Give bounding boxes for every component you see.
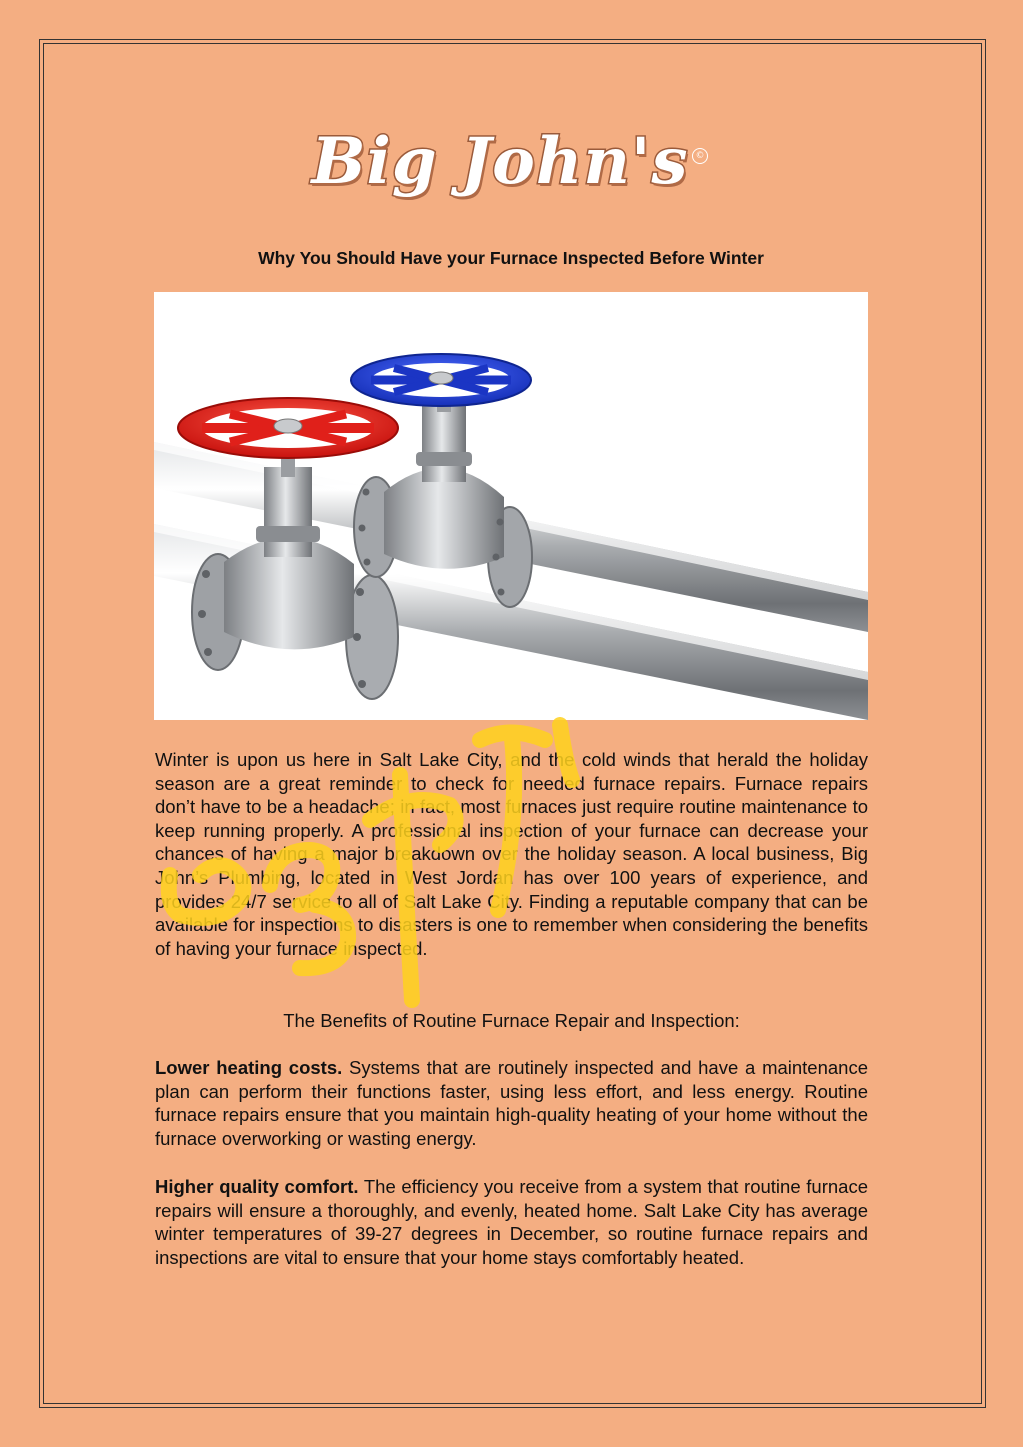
page-title: Why You Should Have your Furnace Inspected Before Winter	[258, 248, 764, 268]
benefit-text: Systems that are routinely inspected and have a maintenance plan can perform their functions faster, using less effort, and less energy. Routine furnace repairs ensure that you maintain high-quality heating of your home without the furnace overworking or wasting energy.	[155, 1057, 868, 1149]
benefit-higher-quality-comfort	[155, 1175, 868, 1269]
copyright-icon: ©	[692, 148, 708, 164]
blue-valve-wheel-icon	[351, 354, 531, 406]
benefit-text: The efficiency you receive from a system that routine furnace repairs will ensure a thoroughly, and evenly, heated home. Salt Lake City has average winter temperatures of 39-27 degrees in December, so routine furnace repairs and inspections are vital to ensure that your home stays comfortably heated.	[155, 1176, 868, 1268]
logo-wordmark: Big John's	[311, 124, 689, 199]
benefits-heading: The Benefits of Routine Furnace Repair and Inspection:	[283, 1010, 740, 1031]
red-valve-wheel-icon	[178, 398, 398, 458]
intro-paragraph: Winter is upon us here in Salt Lake City, and the cold winds that herald the holiday season are a great reminder to check for needed furnace repairs. Furnace repairs don’t have to be a headache; in fact, most furnaces just require routine maintenance to keep running properly. A professional inspection of your furnace can decrease your chances of having a major breakdown over the holiday season. A local business, Big John’s Plumbing, located in West Jordan has over 100 years of experience, and provides 24/7 service to all of Salt Lake City. Finding a reputable company that can be available for inspections to disasters is one to remember when considering the benefits of having your furnace inspected.	[155, 749, 868, 959]
benefit-label: Higher quality comfort.	[155, 1176, 359, 1197]
benefit-lower-heating-costs	[155, 1056, 868, 1150]
hero-image-pipes-valves	[154, 292, 868, 720]
big-johns-logo	[300, 112, 720, 222]
benefit-label: Lower heating costs.	[155, 1057, 343, 1078]
